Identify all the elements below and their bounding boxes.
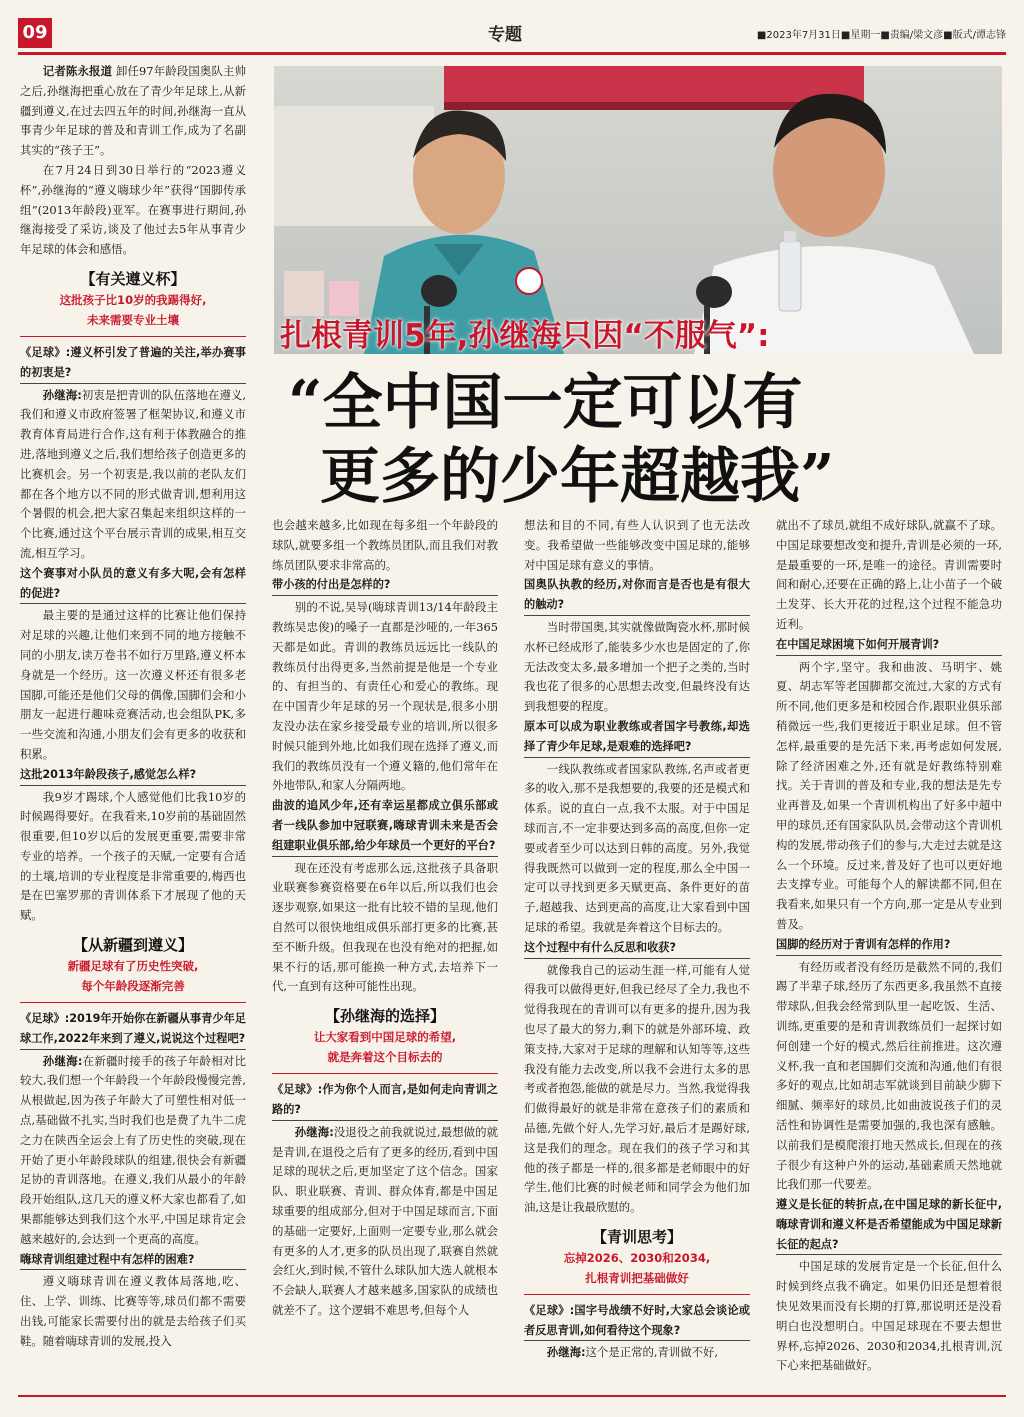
question: 嗨球青训组建过程中有怎样的困难? xyxy=(20,1250,246,1271)
lead-paragraph xyxy=(20,62,246,161)
dateline: ■2023年7月31日■星期一■责编/梁文彦■版式/谭志锋 xyxy=(756,30,1006,41)
paragraph: 就出不了球员,就组不成好球队,就赢不了球。中国足球要想改变和提升,青训是必须的一环,是最重要的一环,是唯一的途径。青训需要时间和耐心,还要在正确的路上,让小苗子一个破土发芽、长大开花的过程,这个过程不能急功近利。 xyxy=(776,518,1002,631)
subsection-title: 【有关遵义杯】 xyxy=(80,269,186,288)
answer: 有经历或者没有经历是截然不同的,我们踢了半辈子球,经历了东西更多,我虽然不直接带球队,但我会经常到队里一起吃饭、生活、训练,更重要的是和青训教练员们一起探讨如何创建一个好的模式,然后往前推进。这次遵义杯,我一直和老国脚们交流和沟通,他们有很多好的观点,比如胡志军就谈到目前缺少脚下细腻、频率好的球员,比如曲波说孩子们的灵活性和协调性是需要加强的,我也深有感触。以前我们是模爬滚打地天然成长,但现在的孩子很少有这种户外的运动,基础素质天然地就比我们那一代要差。 xyxy=(776,959,1002,1192)
answer xyxy=(272,1123,498,1321)
subsection-subtitle: 这批孩子比10岁的我踢得好, xyxy=(59,292,207,307)
answer: 最主要的是通过这样的比赛让他们保持对足球的兴趣,让他们来到不同的地方接触不同的小朋友,读万卷书不如行万里路,遵义杯本身就是一个经历。这一次遵义杯还有很多老国脚,可能还是他们父母的偶像,国脚们会和小朋友一起进行趣味竞赛活动,也会组队PK,多一些交流和沟通,小朋友们会有更多的收获和积累。 xyxy=(20,608,246,761)
subsection-subtitle: 扎根青训把基础做好 xyxy=(585,1270,689,1285)
subsection-heading xyxy=(524,1226,750,1295)
speaker-label: 孙继海: xyxy=(294,1124,334,1139)
question: 在中国足球困境下如何开展青训? xyxy=(776,635,1002,656)
question: 《足球》:2019年开始你在新疆从事青少年足球工作,2022年来到了遵义,说说这个过程吧? xyxy=(20,1009,246,1050)
subsection-subtitle: 每个年龄段逐渐完善 xyxy=(81,979,185,994)
subsection-subtitle: 未来需要专业土壤 xyxy=(87,312,179,327)
question: 这个过程中有什么反思和收获? xyxy=(524,938,750,959)
paragraph: 想法和目的不同,有些人认识到了也无法改变。我希望做一些能够改变中国足球的,能够对中国足球有意义的事情。 xyxy=(524,518,750,572)
speaker-label: 孙继海: xyxy=(42,1053,83,1068)
headline-line-1: “全中国一定可以有 xyxy=(288,368,803,438)
headline-line-2: 更多的少年超越我” xyxy=(320,442,835,512)
answer: 我9岁才踢球,个人感觉他们比我10岁的时候踢得要好。在我看来,10岁前的基础固然很重要,但10岁以后的发展更重要,需要非常专业的培养。一个孩子的天赋,一定要有合适的土壤,培训的专业程度是非常重要的,梅西也是在巴塞罗那的青训体系下才展现了他的天赋。 xyxy=(20,789,246,923)
lead-author: 记者陈永报道 xyxy=(42,64,113,78)
question: 《足球》:作为你个人而言,是如何走向青训之路的? xyxy=(272,1080,498,1121)
subsection-subtitle: 忘掉2026、2030和2034, xyxy=(563,1250,711,1265)
question: 带小孩的付出是怎样的? xyxy=(272,575,498,596)
answer: 一线队教练或者国家队教练,名声或者更多的收入,那不是我想要的,我要的还是模式和体系。说的直白一点,我不太服。对于中国足球而言,不一定非要达到多高的高度,但你一定要或者至少可以达到日韩的高度。另外,我觉得我既然可以做到一定的程度,那么全中国一定可以寻找到更多天赋更高、条件更好的苗子,超越我、达到更高的高度,让大家看到中国足球的希望。我就是奔着这个目标去的。 xyxy=(524,761,750,934)
question: 原本可以成为职业教练或者国字号教练,却选择了青少年足球,是艰难的选择吧? xyxy=(524,717,750,758)
answer-text: 这个是正常的,青训做不好, xyxy=(585,1345,719,1360)
bottom-rule xyxy=(18,1395,1006,1397)
subsection-subtitle: 就是奔着这个目标去的 xyxy=(327,1050,443,1065)
speaker-label: 孙继海: xyxy=(546,1345,586,1360)
question: 国脚的经历对于青训有怎样的作用? xyxy=(776,935,1002,956)
subsection-heading xyxy=(272,1005,498,1074)
headline-main xyxy=(288,366,1008,514)
speaker-label: 孙继海: xyxy=(42,387,82,402)
answer-text: 在新疆时接手的孩子年龄相对比较大,我们想一个年龄段一个年龄段慢慢完善,从根做起,因为孩子年龄大了可塑性相对低一点,基础做不扎实,当时我们也是费了九牛二虎之力在陕西全运会上有了历史性的突破,现在开始了更小年龄段球队的组建,很快会有新疆足协的青训落地。在遵义,我们从最小的年龄段开始组队,这几天的遵义杯大家也都看了,如果都能够达到我们这个水平,中国足球肯定会越来越好的,会达到一个更高的高度。 xyxy=(20,1053,246,1246)
answer-text: 没退役之前我就说过,最想做的就是青训,在退役之后有了更多的经历,看到中国足球的现状之后,更加坚定了这个信念。国家队、职业联赛、青训、群众体育,都是中国足球重要的组成部分,但对于中国足球而言,下面的基础一定要好,上面则一定要专业,那么就会有更多的人才,更多的队员出现了,联赛自然就会红火,到时候,不管什么球队加大选人就根本不会缺人,联赛人才越来越多,国家队的成绩也就差不了。这个逻辑不难思考,但每个人 xyxy=(272,1124,498,1317)
paragraph: 在7月24日到30日举行的“2023遵义杯”,孙继海的“遵义嗨球少年”获得“国脚传承组”(2013年龄段)亚军。在赛事进行期间,孙继海接受了采访,谈及了他过去5年从事青少年足球的体会和感悟。 xyxy=(20,162,246,257)
answer: 就像我自己的运动生涯一样,可能有人觉得我可以做得更好,但我已经尽了全力,我也不觉得我现在的青训可以有更多的提升,因为我也尽了最大的努力,剩下的就是外部环境、政策支持,大家对于足球的理解和认知等等,这些我没有能力去改变,所以我不会进行太多的思考或者抱怨,能做的就是尽力。当然,我觉得我们做得最好的就是非常在意孩子们的素质和品德,先做个好人,先学习好,最后才是踢好球,这是我们的理念。现在我们的孩子学习和其他的孩子都是一样的,很多都是老师眼中的好学生,他们比赛的时候老师和同学会为他们加油,这是让我最欣慰的。 xyxy=(524,962,750,1215)
answer xyxy=(20,386,246,564)
subsection-heading xyxy=(20,268,246,337)
answer: 遵义嗨球青训在遵义教体局落地,吃、住、上学、训练、比赛等等,球员们都不需要出钱,可能家长需要付出的就是去给孩子们买鞋。随着嗨球青训的发展,投入 xyxy=(20,1274,246,1348)
section-title: 专题 xyxy=(488,25,522,45)
photo-illustration xyxy=(274,66,1002,354)
paragraph: 也会越来越多,比如现在每多组一个年龄段的球队,就要多组一个教练员团队,而且我们对教练员团队要求非常高的。 xyxy=(272,518,498,572)
page-number: 09 xyxy=(18,18,52,48)
question: 遵义是长征的转折点,在中国足球的新长征中,嗨球青训和遵义杯是否希望能成为中国足球新长征的起点? xyxy=(776,1195,1002,1255)
answer: 当时带国奥,其实就像做陶瓷水杯,那时候水杯已经成形了,能装多少水也是固定的了,你无法改变太多,最多增加一个把子之类的,当时我也花了很多的心思想去改变,但最终没有达到我想要的程度。 xyxy=(524,619,750,714)
subsection-title: 【孙继海的选择】 xyxy=(324,1007,445,1026)
subsection-subtitle: 让大家看到中国足球的希望, xyxy=(313,1030,457,1045)
column-3 xyxy=(524,516,750,1392)
question: 国奥队执教的经历,对你而言是否也是有很大的触动? xyxy=(524,575,750,616)
subsection-title: 【青训思考】 xyxy=(591,1227,682,1246)
question: 曲波的追风少年,还有幸运星都成立俱乐部或者一线队参加中冠联赛,嗨球青训未来是否会组建职业俱乐部,给少年球员一个更好的平台? xyxy=(272,796,498,856)
column-1 xyxy=(20,62,246,1392)
column-4 xyxy=(776,516,1002,1392)
answer: 中国足球的发展肯定是一个长征,但什么时候到终点我不确定。如果仍旧还是想着很快见效果而没有长期的打算,那说明还是没看明白也没想明白。中国足球现在不要去想世界杯,忘掉2026、2030和2034,扎根青训,沉下心来把基础做好。 xyxy=(776,1259,1002,1373)
answer: 现在还没有考虑那么远,这批孩子具备职业联赛参赛资格要在6年以后,所以我们也会逐步观察,如果这一批有比较不错的呈现,他们自然可以很快地组成俱乐部打更多的比赛,甚至不断升级。但我现在也没有绝对的把握,如果不行的话,那可能换一种方式,去培养下一代,一直到有这种可能性出现。 xyxy=(272,860,498,994)
answer: 两个字,坚守。我和曲波、马明宇、姚夏、胡志军等老国脚都交流过,大家的方式有所不同,他们更多是和校园合作,跟职业俱乐部稍微远一些,我们更接近于职业足球。但不管怎样,最重要的是先活下来,再考虑如何发展,除了经济困难之外,还有就是好教练特别难找。关于青训的普及和专业,我的想法是先专业再普及,如果一个青训机构出了好多中超中甲的球员,还有国家队队员,会带动这个青训机构的发展,带动孩子们的参与,大走过去就是这么一个环境。反过来,普及好了也可以更好地去支撑专业。可能每个人的解读都不同,但在我看来,如果只有一个方向,那一定是从专业到普及。 xyxy=(776,659,1002,931)
question: 《足球》:遵义杯引发了普遍的关注,举办赛事的初衷是? xyxy=(20,343,246,384)
masthead xyxy=(18,18,1006,48)
lead-text: 卸任97年龄段国奥队主帅之后,孙继海把重心放在了青少年足球上,从新疆到遵义,在过去四五年的时间,孙继海一直从事青少年足球的普及和青训工作,成为了名副其实的“孩子王”。 xyxy=(20,64,246,158)
subsection-heading xyxy=(20,934,246,1003)
question: 这个赛事对小队员的意义有多大呢,会有怎样的促进? xyxy=(20,564,246,605)
interview-photo xyxy=(274,66,1002,354)
answer-text: 初衷是把青训的队伍落地在遵义,我们和遵义市政府签署了框架协议,和遵义市教育体育局进行合作,这有利于体教融合的推进,落地到遵义之后,我们想给孩子创造更多的比赛机会。另一个初衷是,我以前的老队友们都在各个地方以不同的形式做青训,想利用这个暑假的机会,把大家召集起来组织这样的一个比赛,通过这个平台展示青训的成果,相互交流,相互学习。 xyxy=(20,387,246,560)
headline-kicker: 扎根青训5年,孙继海只因“不服气”: xyxy=(280,318,770,354)
answer xyxy=(524,1343,750,1363)
subsection-title: 【从新疆到遵义】 xyxy=(72,936,193,955)
question: 《足球》:国字号战绩不好时,大家总会谈论或者反思青训,如何看待这个现象? xyxy=(524,1301,750,1342)
answer: 别的不说,吴导(嗨球青训13/14年龄段主教练吴忠俊)的嗓子一直都是沙哑的,一年365天都是如此。青训的教练员远远比一线队的教练员付出得更多,当然前提是他是一个专业的、有担当的、有责任心和爱心的教练。现在中国青少年足球的另一个现状是,很多小朋友没办法在家乡接受最专业的培训,所以很多时候只能到外地,比如我们现在选择了遵义,而我们的教练员没有一个遵义籍的,他们常年在外地带队,和家人分隔两地。 xyxy=(272,600,498,793)
column-2 xyxy=(272,516,498,1392)
subsection-subtitle: 新疆足球有了历史性突破, xyxy=(67,959,199,974)
answer xyxy=(20,1052,246,1250)
top-rule xyxy=(18,52,1006,55)
question: 这批2013年龄段孩子,感觉怎么样? xyxy=(20,765,246,786)
